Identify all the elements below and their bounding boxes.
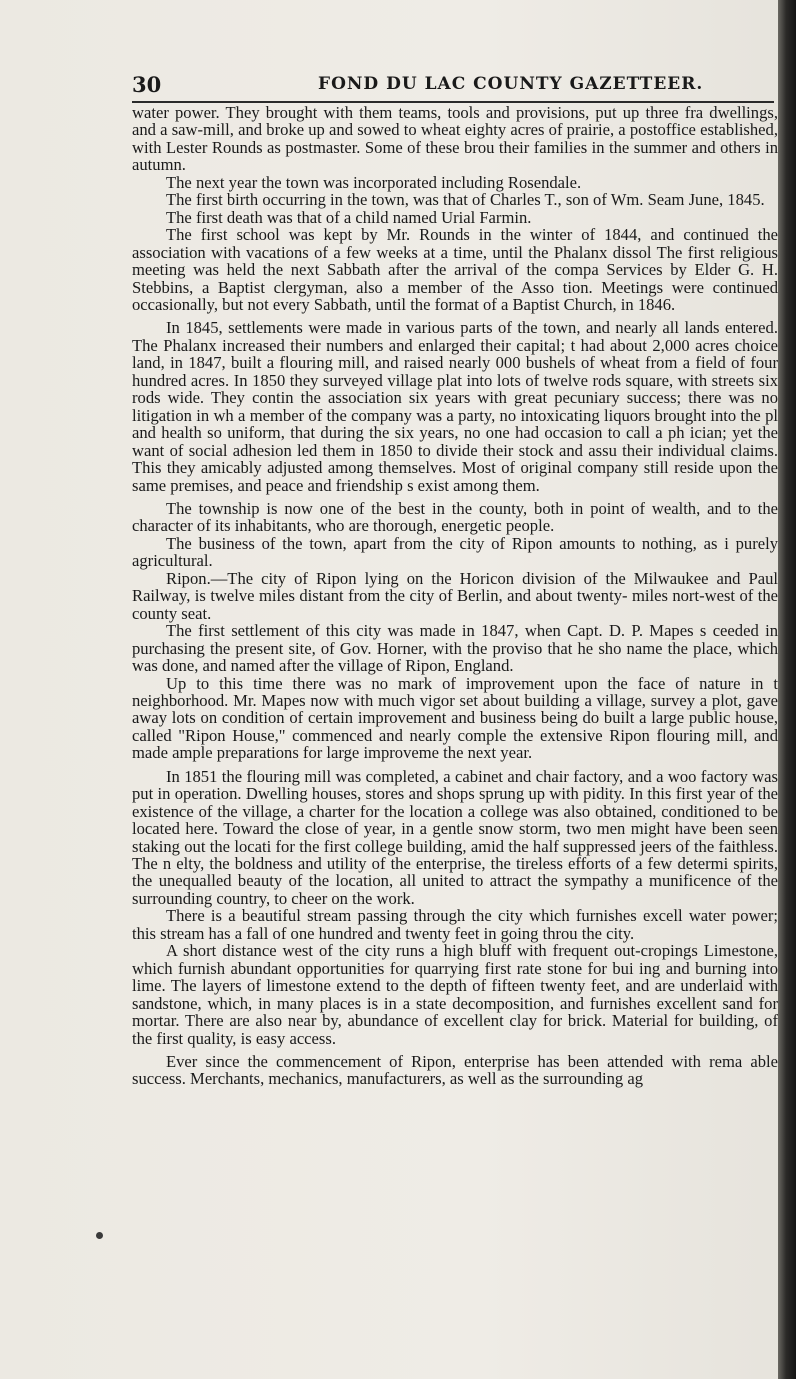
- paragraph: The business of the town, apart from the city of Ripon amounts to nothing, as i purely agricultural.: [132, 533, 778, 571]
- paragraph: The next year the town was incorporated including Rosendale.: [166, 172, 582, 192]
- paragraph: The first death was that of a child named Urial Farmin.: [166, 207, 532, 227]
- paragraph: water power. They brought with them teams, tools and provisions, put up three fra dwellings, and a saw-mill, and broke up and sowed to wheat eighty acres of prairie, a postoffice established, with Lester Rounds as postmaster. Some of these brou their families in the summer and others in autumn.: [132, 104, 778, 175]
- paragraph: The township is now one of the best in the county, both in point of wealth, and to the character of its inhabitants, who are thorough, energetic people.: [132, 498, 778, 536]
- ink-spot: [96, 1232, 103, 1239]
- paragraph: A short distance west of the city runs a high bluff with frequent out-cropings Limestone, which furnish abundant opportunities for quarrying first rate stone for bui ing and burning into lime. The layers of limestone extend to the depth of fifteen twenty feet, and are underlaid with sandstone, which, in many places is in a state decomposition, and furnishes excellent sand for mortar. There are also near by, abundance of excellent clay for brick. Material for building, of the first quality, is easy access.: [132, 941, 778, 1048]
- paragraph: Ripon.—The city of Ripon lying on the Horicon division of the Milwaukee and Paul Railway, is twelve miles distant from the city of Berlin, and about twenty- miles nort-west of the county seat.: [132, 568, 778, 623]
- page-header: [132, 72, 780, 98]
- page-number: 30: [132, 72, 162, 97]
- paragraph: In 1851 the flouring mill was completed, a cabinet and chair factory, and a woo factory was put in operation. Dwelling houses, stores and shops sprung up with pidity. In this first year of the existence of the village, a charter for the location a college was also obtained, conditioned to be located here. Toward the close of year, in a gentle snow storm, two men might have been seen staking out the locati for the first college building, amid the half suppressed jeers of the faithless. The n elty, the boldness and utility of the enterprise, the tireless efforts of a few determi spirits, the unequalled beauty of the location, all united to attract the sympathy a munificence of the surrounding country, to cheer on the work.: [132, 766, 778, 908]
- header-rule: [132, 101, 774, 103]
- paragraph: The first birth occurring in the town, was that of Charles T., son of Wm. Seam June, 1845.: [166, 190, 765, 210]
- paragraph: Up to this time there was no mark of improvement upon the face of nature in t neighborhood. Mr. Mapes now with much vigor set about building a village, survey a plot, gave away lots on condition of certain improvement and business being do built a large public house, called "Ripon House," commenced and nearly comple the extensive Ripon flouring mill, and made ample preparations for large improveme the next year.: [132, 673, 778, 763]
- paragraph: The first settlement of this city was made in 1847, when Capt. D. P. Mapes s ceeded in purchasing the present site, of Gov. Horner, with the proviso that he sho name the place, which was done, and named after the village of Ripon, England.: [132, 621, 778, 676]
- paragraph: In 1845, settlements were made in various parts of the town, and nearly all lands entered. The Phalanx increased their numbers and enlarged their capital; t had about 2,000 acres choice land, in 1847, built a flouring mill, and raised nearly 000 bushels of wheat from a field of four hundred acres. In 1850 they surveyed village plat into lots of twelve rods square, with streets six rods wide. They contin the association six years with great pecuniary success; there was no litigation in wh a member of the company was a party, no intoxicating liquors brought into the pl and health so uniform, that during the six years, no one had occasion to call a ph ician; yet the want of social adhesion led them in 1850 to divide their stock and assu their individual claims. This they amicably adjusted among themselves. Most of original company still reside upon the same premises, and peace and friendship s exist among them.: [132, 318, 778, 495]
- book-spine-shadow: [778, 0, 796, 1379]
- running-title: FOND DU LAC COUNTY GAZETTEER.: [318, 74, 704, 94]
- paragraph: The first school was kept by Mr. Rounds in the winter of 1844, and continued the association with vacations of a few weeks at a time, until the Phalanx dissol The first religious meeting was held the next Sabbath after the arrival of the compa Services by Elder G. H. Stebbins, a Baptist clergyman, also a member of the Asso tion. Meetings were continued occasionally, but not every Sabbath, until the format of a Baptist Church, in 1846.: [132, 225, 778, 314]
- body-text: [132, 104, 778, 1254]
- paragraph: There is a beautiful stream passing through the city which furnishes excell water power; this stream has a fall of one hundred and twenty feet in going throu the city.: [132, 906, 778, 943]
- paragraph: Ever since the commencement of Ripon, enterprise has been attended with rema able success. Merchants, mechanics, manufacturers, as well as the surrounding ag: [132, 1052, 778, 1089]
